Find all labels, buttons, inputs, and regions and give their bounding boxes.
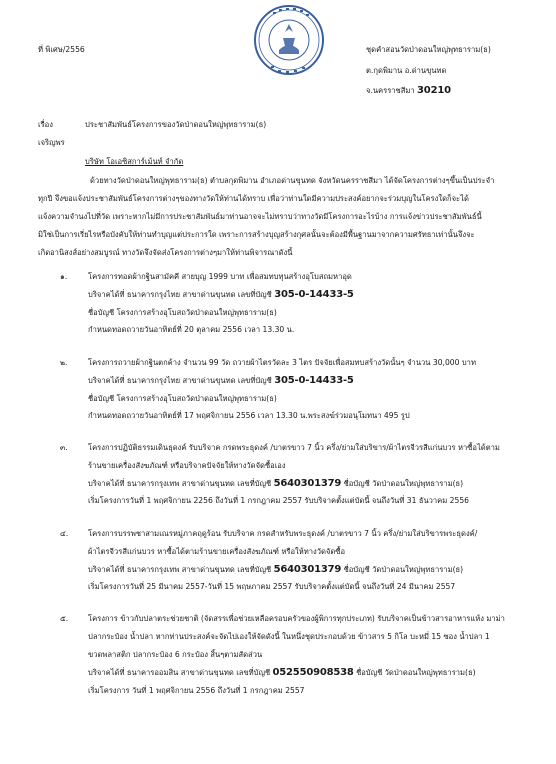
project-title: โครงการทอดผ้ากฐินสามัคคี สายบุญ 1999 บาท เพื่อสมทบทุนสร้างอุโบสถมหาอุด xyxy=(88,272,352,281)
account-number: 5640301379 xyxy=(273,564,342,575)
project-number: ๕. xyxy=(60,614,69,623)
bank-info xyxy=(88,376,354,386)
account-name: ชื่อบัญชี วัดป่าดอนใหญ่พุทธาราม(ธ) xyxy=(343,479,464,488)
project-detail: ผ้าไตรจีวรสีแก่นบวร หาซื้อได้ตามร้านขายเครื่องสังฆภัณฑ์ หรือให้ทางวัดจัดซื้อ xyxy=(88,547,346,556)
project-number: ๔. xyxy=(60,529,69,538)
sender-address-line2 xyxy=(366,86,451,96)
intro-line: มิใช่เป็นการเรี่ยไรหรือบังคับให้ท่านทำบุญแต่ประการใด เพราะการสร้างบุญสร้างกุศลนั้นจะต้องมีพื้นฐานมาจากความศรัทธาเท่านั้นจึงจะ xyxy=(38,230,475,239)
temple-seal-logo xyxy=(253,4,325,76)
project-detail: ขวดพลาสติก ปลากระป๋อง 6 กระป๋อง สิ้นๆตามสัดส่วน xyxy=(88,650,263,659)
province-text: จ.นครราชสีมา xyxy=(366,86,415,95)
project-detail: ร้านขายเครื่องสังฆภัณฑ์ หรือบริจาคปัจจัยให้ทางวัดจัดซื้อเอง xyxy=(88,461,286,470)
addressee: บริษัท โอเอซิสการ์เม้นท์ จำกัด xyxy=(85,157,184,166)
bank-text: บริจาคได้ที่ ธนาคารกรุงเทพ สาขาด่านขุนทด เลขที่บัญชี xyxy=(88,479,272,488)
intro-line: ด้วยทางวัดป่าดอนใหญ่พุทธาราม(ธ) ตำบลกุดพิมาน อำเภอด่านขุนทด จังหวัดนครราชสีมา ได้จัดโครงการต่างๆขึ้นเป็นประจำ xyxy=(90,176,495,185)
account-name: ชื่อบัญชี โครงการสร้างอุโบสถวัดป่าดอนใหญ่พุทธาราม(ธ) xyxy=(88,394,277,403)
account-number: 5640301379 xyxy=(273,478,342,489)
project-title: โครงการถวายผ้ากฐินตกค้าง จำนวน 99 วัด ถวายผ้าไตรวัดละ 3 ไตร ปัจจัยเพื่อสมทบสร้างวัดนั้นๆ จำนวน 30,000 บาท xyxy=(88,358,476,367)
salutation-label: เจริญพร xyxy=(38,138,65,147)
bank-info xyxy=(88,668,476,678)
bank-text: บริจาคได้ที่ ธนาคารกรุงเทพ สาขาด่านขุนทด เลขที่บัญชี xyxy=(88,565,272,574)
sender-organization: ชุดคำสอนวัดป่าดอนใหญ่พุทธาราม(ธ) xyxy=(366,45,491,54)
project-number: ๒. xyxy=(60,358,68,367)
project-schedule: กำหนดทอดถวายวันอาทิตย์ที่ 20 ตุลาคม 2556 เวลา 13.30 น. xyxy=(88,325,295,334)
account-name: ชื่อบัญชี วัดป่าดอนใหญ่พุทธาราม(ธ) xyxy=(356,668,476,677)
project-schedule: เริ่มโครงการวันที่ 25 มีนาคม 2557-วันที่ 15 พฤษภาคม 2557 รับบริจาคตั้งแต่บัดนี้ จนถึงวันที่ 24 มีนาคม 2557 xyxy=(88,582,456,591)
bank-text: บริจาคได้ที่ ธนาคารกรุงไทย สาขาด่านขุนทด เลขที่บัญชี xyxy=(88,376,272,385)
subject-label: เรื่อง xyxy=(38,120,53,129)
intro-line: แจ้งความจำนงไปที่วัด เพราะหากไม่มีการประชาสัมพันธ์มาท่านอาจจะไม่ทราบว่าทางวัดมีโครงการอะไรบ้าง การแจ้งข่าวประชาสัมพันธ์นี้ xyxy=(38,212,482,221)
project-title: โครงการบรรพชาสามเณรหมู่ภาคฤดูร้อน รับบริจาค กรดสำหรับพระธุดงค์ /บาตรขาว 7 นิ้ว ครึ่ง/ย่ามใส่บริขารพระธุดงค์/ xyxy=(88,529,478,538)
account-number: 305-0-14433-5 xyxy=(274,375,354,386)
account-name: ชื่อบัญชี โครงการสร้างอุโบสถวัดป่าดอนใหญ่พุทธาราม(ธ) xyxy=(88,308,277,317)
subject-text: ประชาสัมพันธ์โครงการของวัดป่าดอนใหญ่พุทธาราม(ธ) xyxy=(85,120,267,129)
bank-info xyxy=(88,479,463,489)
project-schedule: เริ่มโครงการ วันที่ 1 พฤศจิกายน 2556 ถึงวันที่ 1 กรกฎาคม 2557 xyxy=(88,686,305,695)
project-number: ๑. xyxy=(60,272,68,281)
account-number: 052550908538 xyxy=(272,667,354,678)
bank-info xyxy=(88,290,354,300)
bank-text: บริจาคได้ที่ ธนาคารกรุงไทย สาขาด่านขุนทด เลขที่บัญชี xyxy=(88,290,272,299)
project-title: โครงการ ข้าวกับปลาตระช่วยชาติ (จัดสรรเพื่อช่วยเหลือครอบครัวของผู้พิการทุกประเภท) รับบริจาคเป็นข้าวสารอาหารแห้ง มาม่า xyxy=(88,614,505,623)
project-title: โครงการปฏิบัติธรรมเดินธุดงค์ รับบริจาค กรดพระธุดงค์ /บาตรขาว 7 นิ้ว ครึ่ง/ย่ามใส่บริขาร/ผ้าไตรจีวรสีแก่นบวร หาซื้อได้ตาม xyxy=(88,443,500,452)
project-schedule: เริ่มโครงการวันที่ 1 พฤศจิกายน 2256 ถึงวันที่ 1 กรกฎาคม 2557 รับบริจาคตั้งแต่บัดนี้ จนถึงวันที่ 31 ธันวาคม 2556 xyxy=(88,496,470,505)
intro-line: ทุกปี จึงขอแจ้งประชาสัมพันธ์โครงการต่างๆของทางวัดให้ท่านได้ทราบ เพื่อว่าท่านใดมีความประสงค์อยากจะร่วมบุญในโครงใดก็จะได้ xyxy=(38,194,469,203)
project-number: ๓. xyxy=(60,443,68,452)
bank-info xyxy=(88,565,463,575)
sender-address-line1: ต.กุดพิมาน อ.ด่านขุนทด xyxy=(366,66,447,75)
account-name: ชื่อบัญชี วัดป่าดอนใหญ่พุทธาราม(ธ) xyxy=(343,565,464,574)
project-detail: ปลากระป๋อง น้ำปลา หากท่านประสงค์จะจัดไปเองให้จัดดังนี้ ในหนึ่งชุดประกอบด้วย ข้าวสาร 5 กิโล บะหมี่ 15 ซอง น้ำปลา 1 xyxy=(88,632,490,641)
postcode: 30210 xyxy=(417,85,451,96)
intro-line: เกิดอานิสงส์อย่างสมบูรณ์ ทางวัดจึงจัดส่งโครงการต่างๆมาให้ท่านพิจารณาดังนี้ xyxy=(38,248,293,257)
bank-text: บริจาคได้ที่ ธนาคารออมสิน สาขาด่านขุนทด เลขที่บัญชี xyxy=(88,668,271,677)
reference-number: ที่ พิเศษ/2556 xyxy=(38,45,85,54)
account-number: 305-0-14433-5 xyxy=(274,289,354,300)
project-schedule: กำหนดทอดถวายวันอาทิตย์ที่ 17 พฤศจิกายน 2556 เวลา 13.30 น.พระสงฆ์ร่วมอนุโมทนา 495 รูป xyxy=(88,411,410,420)
